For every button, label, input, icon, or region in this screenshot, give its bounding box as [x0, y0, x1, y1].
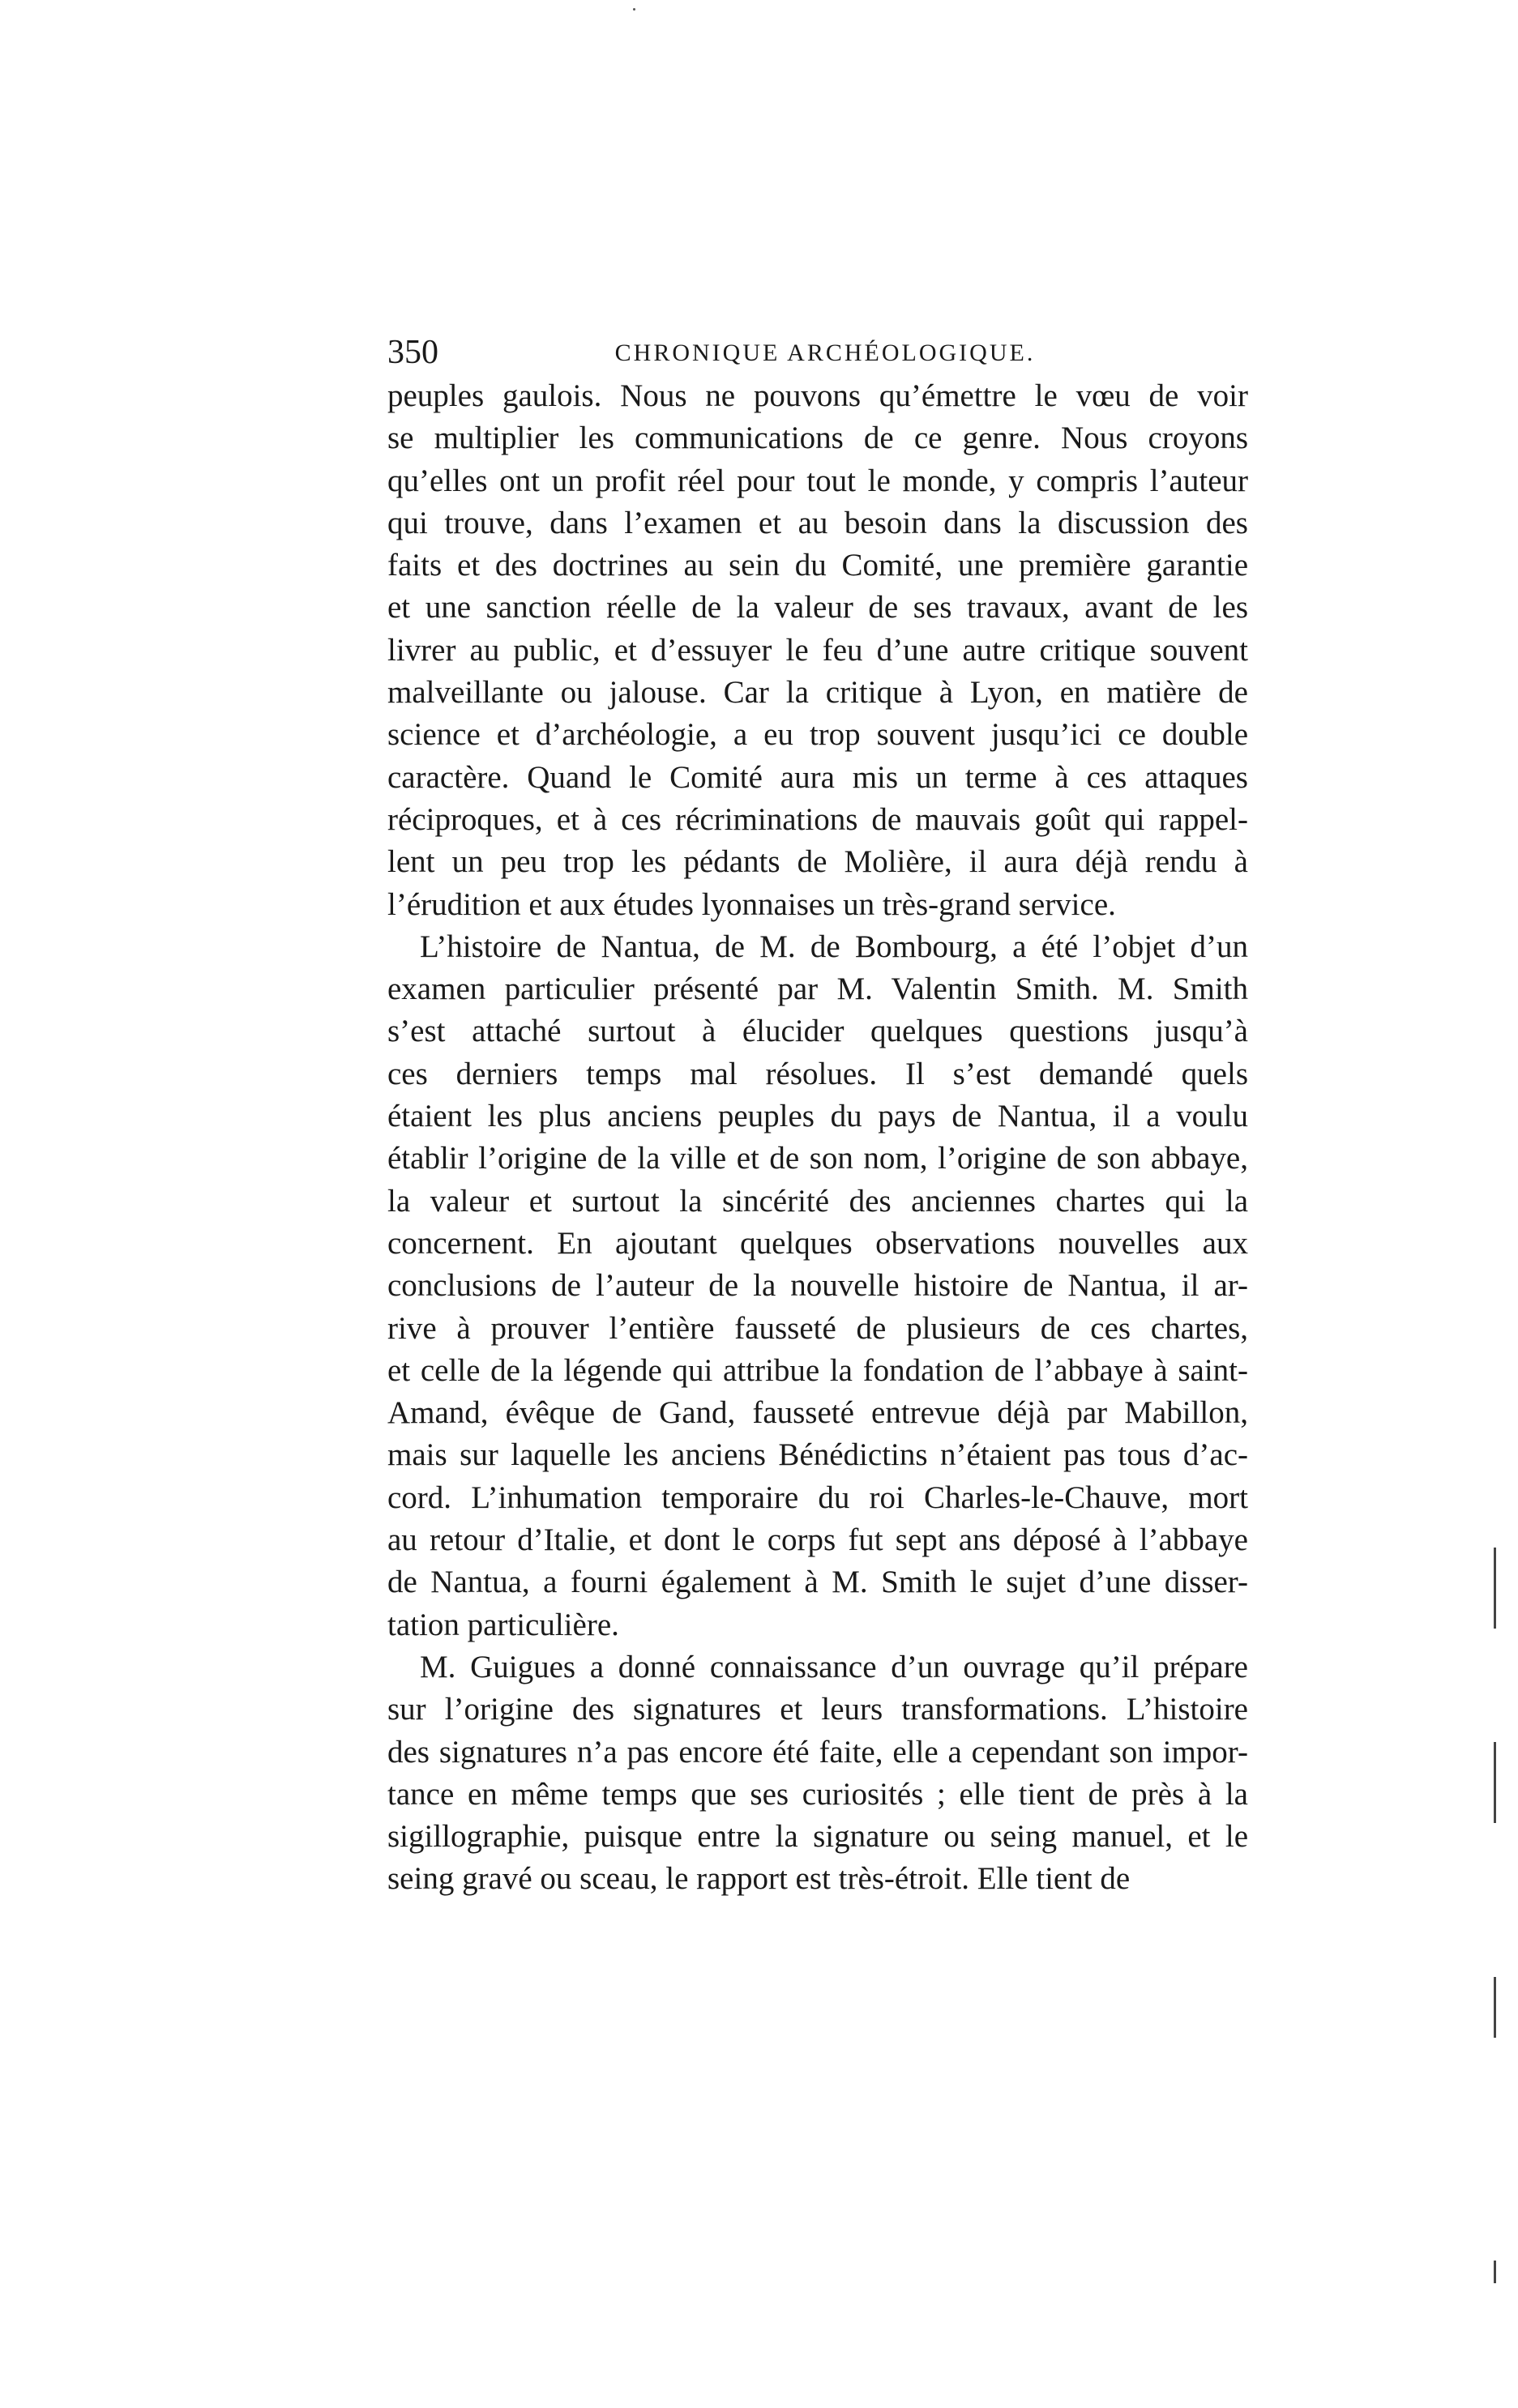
text-line: livrer au public, et d’essuyer le feu d’une autre critique souvent	[387, 632, 1248, 668]
page-number: 350	[387, 334, 438, 371]
text-line: tation particulière.	[387, 1607, 619, 1642]
text-line: seing gravé ou sceau, le rapport est très-étroit. Elle tient de	[387, 1861, 1131, 1897]
text-line: l’érudition et aux études lyonnaises un très-grand service.	[387, 886, 1116, 922]
text-line: sigillographie, puisque entre la signature ou seing manuel, et le	[387, 1819, 1248, 1855]
paragraph-2	[387, 926, 1248, 1646]
text-line: cord. L’inhumation temporaire du roi Charles-le-Chauve, mort	[387, 1479, 1248, 1515]
text-line: tance en même temps que ses curiosités ; elle tient de près à la	[387, 1776, 1248, 1812]
running-title: CHRONIQUE ARCHÉOLOGIQUE.	[614, 339, 1036, 366]
body-text	[387, 375, 1248, 1901]
text-line: lent un peu trop les pédants de Molière, il aura déjà rendu à	[387, 844, 1248, 880]
text-line: conclusions de l’auteur de la nouvelle histoire de Nantua, il ar-	[387, 1268, 1248, 1304]
text-line: réciproques, et à ces récriminations de mauvais goût qui rappel-	[387, 801, 1248, 837]
text-line: mais sur laquelle les anciens Bénédictins n’étaient pas tous d’ac-	[387, 1437, 1248, 1473]
scan-edge-mark	[1494, 2261, 1496, 2283]
text-line: la valeur et surtout la sincérité des anciennes chartes qui la	[387, 1183, 1248, 1219]
text-line: science et d’archéologie, a eu trop souvent jusqu’ici ce double	[387, 717, 1248, 753]
scan-edge-mark	[1494, 1977, 1496, 2038]
text-line: M. Guigues a donné connaissance d’un ouvrage qu’il prépare	[420, 1649, 1248, 1684]
paragraph-1	[387, 375, 1248, 926]
text-line: L’histoire de Nantua, de M. de Bombourg, a été l’objet d’un	[420, 929, 1248, 964]
scan-edge-mark	[1494, 1742, 1496, 1823]
text-line: établir l’origine de la ville et de son nom, l’origine de son abbaye,	[387, 1141, 1248, 1176]
text-line: et celle de la légende qui attribue la fondation de l’abbaye à saint-	[387, 1352, 1248, 1388]
text-line: ces derniers temps mal résolues. Il s’est demandé quels	[387, 1056, 1248, 1091]
text-line: s’est attaché surtout à élucider quelques questions jusqu’à	[387, 1014, 1248, 1049]
text-line: Amand, évêque de Gand, fausseté entrevue déjà par Mabillon,	[387, 1395, 1248, 1431]
text-line: au retour d’Italie, et dont le corps fut sept ans déposé à l’abbaye	[387, 1522, 1248, 1558]
text-line: de Nantua, a fourni également à M. Smith le sujet d’une disser-	[387, 1565, 1248, 1600]
text-line: rive à prouver l’entière fausseté de plusieurs de ces chartes,	[387, 1310, 1248, 1346]
text-line: faits et des doctrines au sein du Comité, une première garantie	[387, 548, 1248, 583]
text-line: étaient les plus anciens peuples du pays de Nantua, il a voulu	[387, 1099, 1248, 1134]
page-header	[387, 332, 1263, 373]
scan-speck	[633, 8, 635, 11]
text-line: qui trouve, dans l’examen et au besoin dans la discussion des	[387, 505, 1248, 540]
text-line: examen particulier présenté par M. Valentin Smith. M. Smith	[387, 971, 1248, 1007]
text-line: malveillante ou jalouse. Car la critique à Lyon, en matière de	[387, 675, 1248, 711]
text-line: peuples gaulois. Nous ne pouvons qu’émettre le vœu de voir	[387, 378, 1248, 413]
text-line: et une sanction réelle de la valeur de ses travaux, avant de les	[387, 590, 1248, 625]
text-line: des signatures n’a pas encore été faite, elle a cependant son impor-	[387, 1734, 1248, 1770]
text-line: concernent. En ajoutant quelques observations nouvelles aux	[387, 1225, 1248, 1261]
paragraph-3	[387, 1646, 1248, 1901]
scan-edge-mark	[1494, 1548, 1496, 1629]
text-line: qu’elles ont un profit réel pour tout le monde, y compris l’auteur	[387, 463, 1248, 498]
text-line: se multiplier les communications de ce genre. Nous croyons	[387, 421, 1248, 456]
text-line: caractère. Quand le Comité aura mis un terme à ces attaques	[387, 759, 1248, 795]
text-line: sur l’origine des signatures et leurs transformations. L’histoire	[387, 1692, 1248, 1727]
